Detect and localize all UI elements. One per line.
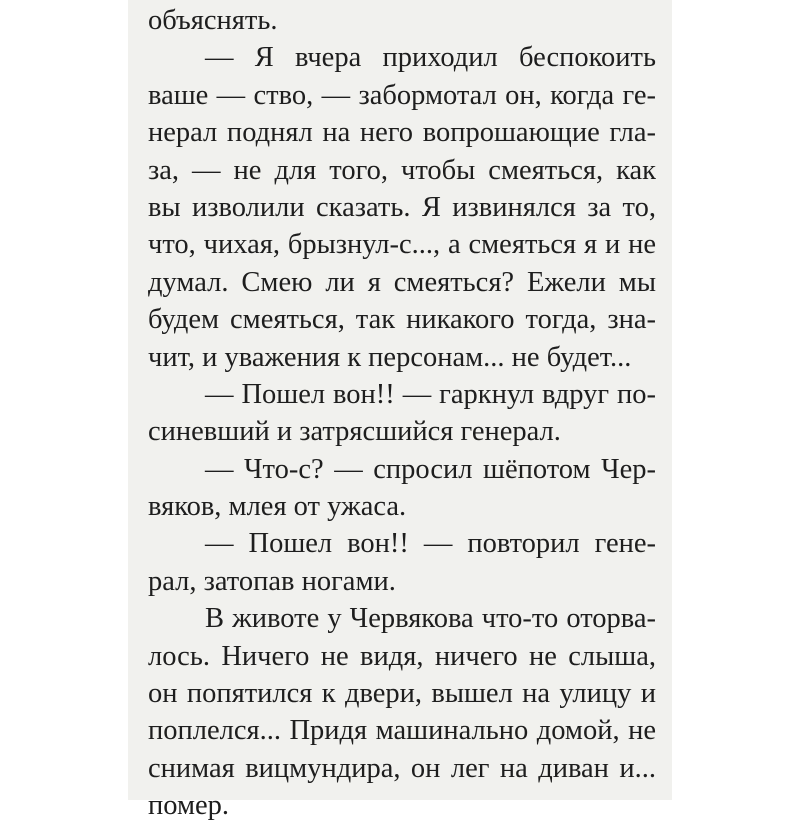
page-text: [148, 2, 656, 825]
text-line: что, чихая, брызнул-с..., а смеяться я и не: [148, 229, 656, 261]
text-line: вы изволили сказать. Я извинялся за то,: [148, 191, 656, 223]
text-line: за, — не для того, чтобы смеяться, как: [148, 154, 656, 186]
text-line: рал, затопав ногами.: [148, 565, 396, 597]
text-line: будем смеяться, так никакого тогда, зна-: [148, 304, 656, 336]
text-line: — Что-с? — спросил шёпотом Чер-: [205, 453, 656, 485]
text-line: думал. Смею ли я смеяться? Ежели мы: [148, 266, 656, 298]
text-line: ваше — ство, — забормотал он, когда ге-: [148, 79, 656, 111]
text-line: вяков, млея от ужаса.: [148, 491, 407, 523]
text-line: помер.: [148, 790, 230, 822]
text-line: чит, и уважения к персонам... не будет...: [148, 341, 632, 373]
text-line: — Я вчера приходил беспокоить: [205, 42, 656, 74]
book-page: [128, 0, 672, 822]
text-line: нерал поднял на него вопрошающие гла-: [148, 117, 656, 149]
text-line: поплелся... Придя машинально домой, не: [148, 715, 656, 747]
text-line: синевший и затрясшийся генерал.: [148, 416, 561, 448]
text-line: снимая вицмундира, он лег на диван и...: [148, 752, 656, 784]
text-line: — Пошел вон!! — гаркнул вдруг по-: [205, 378, 656, 410]
text-line: — Пошел вон!! — повторил гене-: [205, 528, 656, 560]
text-line: лось. Ничего не видя, ничего не слыша,: [148, 640, 656, 672]
text-line: В животе у Червякова что-то оторва-: [205, 603, 656, 635]
text-line: объяснять.: [148, 5, 278, 36]
text-line: он попятился к двери, вышел на улицу и: [148, 678, 656, 710]
